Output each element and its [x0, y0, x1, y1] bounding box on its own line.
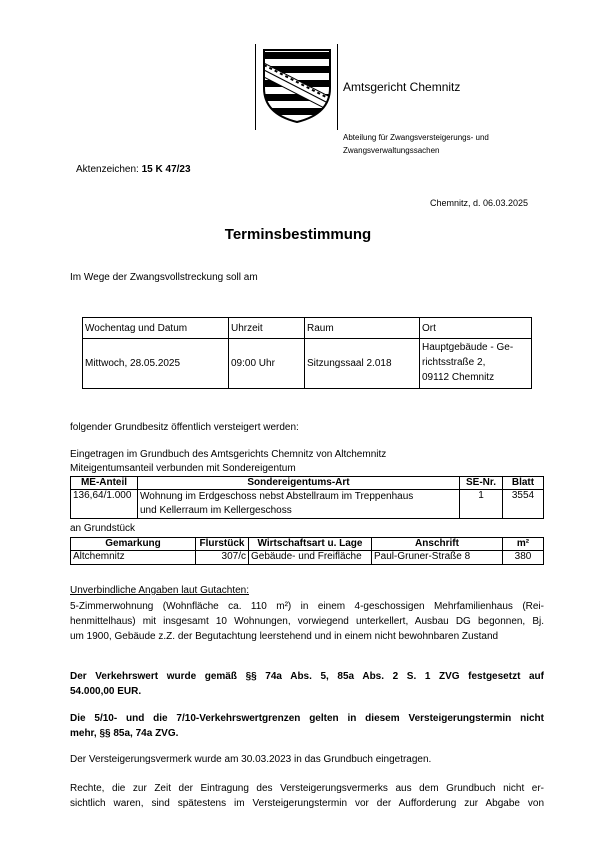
sheet-value: 3554 — [503, 490, 544, 519]
rights-text — [70, 781, 544, 811]
ownership-type-line: Wohnung im Erdgeschoss nebst Abstellraum im Treppenhaus — [140, 491, 414, 502]
col-header-address: Anschrift — [372, 538, 503, 551]
appointment-room: Sitzungssaal 2.018 — [305, 339, 420, 389]
appointment-location — [420, 339, 532, 389]
survey-line: 5-Zimmerwohnung (Wohnfläche ca. 110 m²) in einem 4-geschossigen Mehrfamilienhaus (Rei- — [70, 601, 544, 612]
rights-line: Rechte, die zur Zeit der Eintragung des Versteigerungsvermerks aus dem Grundbuch nicht er- — [70, 783, 544, 794]
document-title: Terminsbestimmung — [224, 226, 372, 243]
appointment-time: 09:00 Uhr — [229, 339, 305, 389]
address-value: Paul-Gruner-Straße 8 — [372, 551, 503, 565]
plot-table — [70, 537, 544, 565]
ownership-table — [70, 476, 544, 519]
case-label: Aktenzeichen: — [76, 164, 139, 175]
register-note: Der Versteigerungsvermerk wurde am 30.03.2023 in das Grundbuch eingetragen. — [70, 754, 432, 765]
appointment-day-date: Mittwoch, 28.05.2025 — [83, 339, 229, 389]
district-value: Altchemnitz — [71, 551, 196, 565]
court-name: Amtsgericht Chemnitz — [343, 80, 461, 94]
col-header-area: m² — [503, 538, 544, 551]
market-value-text — [70, 669, 544, 699]
survey-heading: Unverbindliche Angaben laut Gutachten: — [70, 585, 250, 596]
coat-of-arms-icon — [262, 48, 332, 124]
area-value: 380 — [503, 551, 544, 565]
col-header-type: Sondereigentums-Art — [138, 477, 460, 490]
register-line-2: Miteigentumsanteil verbunden mit Sondereigentum — [70, 463, 296, 474]
col-header-time: Uhrzeit — [229, 318, 305, 339]
auction-text: folgender Grundbesitz öffentlich versteigert werden: — [70, 422, 299, 433]
share-value: 136,64/1.000 — [71, 490, 138, 519]
appointment-table — [82, 317, 532, 389]
limits-text — [70, 711, 544, 741]
rights-line: sichtlich waren, sind spätestens im Versteigerungstermin vor der Aufforderung zur Abgabe von — [70, 798, 544, 809]
limits-line: mehr, §§ 85a, 74a ZVG. — [70, 728, 179, 739]
register-line-1: Eingetragen im Grundbuch des Amtsgerichts Chemnitz von Altchemnitz — [70, 449, 387, 460]
location-line: richtsstraße 2, — [422, 357, 486, 368]
se-nr-value: 1 — [460, 490, 503, 519]
survey-line: um 1900, Gebäude z.Z. der Begutachtung leerstehend und in einem nicht bewohnbaren Zustand — [70, 631, 499, 642]
usage-value: Gebäude- und Freifläche — [249, 551, 372, 565]
col-header-usage: Wirtschaftsart u. Lage — [249, 538, 372, 551]
survey-text — [70, 599, 544, 644]
survey-line: henmittelhaus) mit insgesamt 10 Wohnungen, vorwiegend unterkellert, Ausbau DG begonnen, Bj. — [70, 616, 544, 627]
col-header-room: Raum — [305, 318, 420, 339]
department-line-1: Abteilung für Zwangsversteigerungs- und — [343, 133, 489, 142]
header-divider-right — [337, 44, 338, 130]
parcel-value: 307/c — [196, 551, 249, 565]
plot-label: an Grundstück — [70, 523, 136, 534]
col-header-sheet: Blatt — [503, 477, 544, 490]
col-header-location: Ort — [420, 318, 532, 339]
market-value-line: 54.000,00 EUR. — [70, 686, 142, 697]
header-divider-left — [255, 44, 256, 130]
location-line: Hauptgebäude - Ge- — [422, 342, 514, 353]
col-header-district: Gemarkung — [71, 538, 196, 551]
intro-text: Im Wege der Zwangsvollstreckung soll am — [70, 272, 258, 283]
location-line: 09112 Chemnitz — [422, 372, 495, 383]
department-line-2: Zwangsverwaltungssachen — [343, 146, 440, 155]
limits-line: Die 5/10- und die 7/10-Verkehrswertgrenzen gelten in diesem Versteigerungstermin nicht — [70, 713, 544, 724]
col-header-day-date: Wochentag und Datum — [83, 318, 229, 339]
col-header-se-nr: SE-Nr. — [460, 477, 503, 490]
col-header-parcel: Flurstück — [196, 538, 249, 551]
case-number: 15 K 47/23 — [141, 164, 191, 175]
col-header-share: ME-Anteil — [71, 477, 138, 490]
ownership-type-line: und Kellerraum im Kellergeschoss — [140, 505, 292, 516]
place-date: Chemnitz, d. 06.03.2025 — [430, 198, 529, 208]
ownership-type — [138, 490, 460, 519]
case-reference — [76, 164, 191, 175]
market-value-line: Der Verkehrswert wurde gemäß §§ 74a Abs. 5, 85a Abs. 2 S. 1 ZVG festgesetzt auf — [70, 671, 544, 682]
